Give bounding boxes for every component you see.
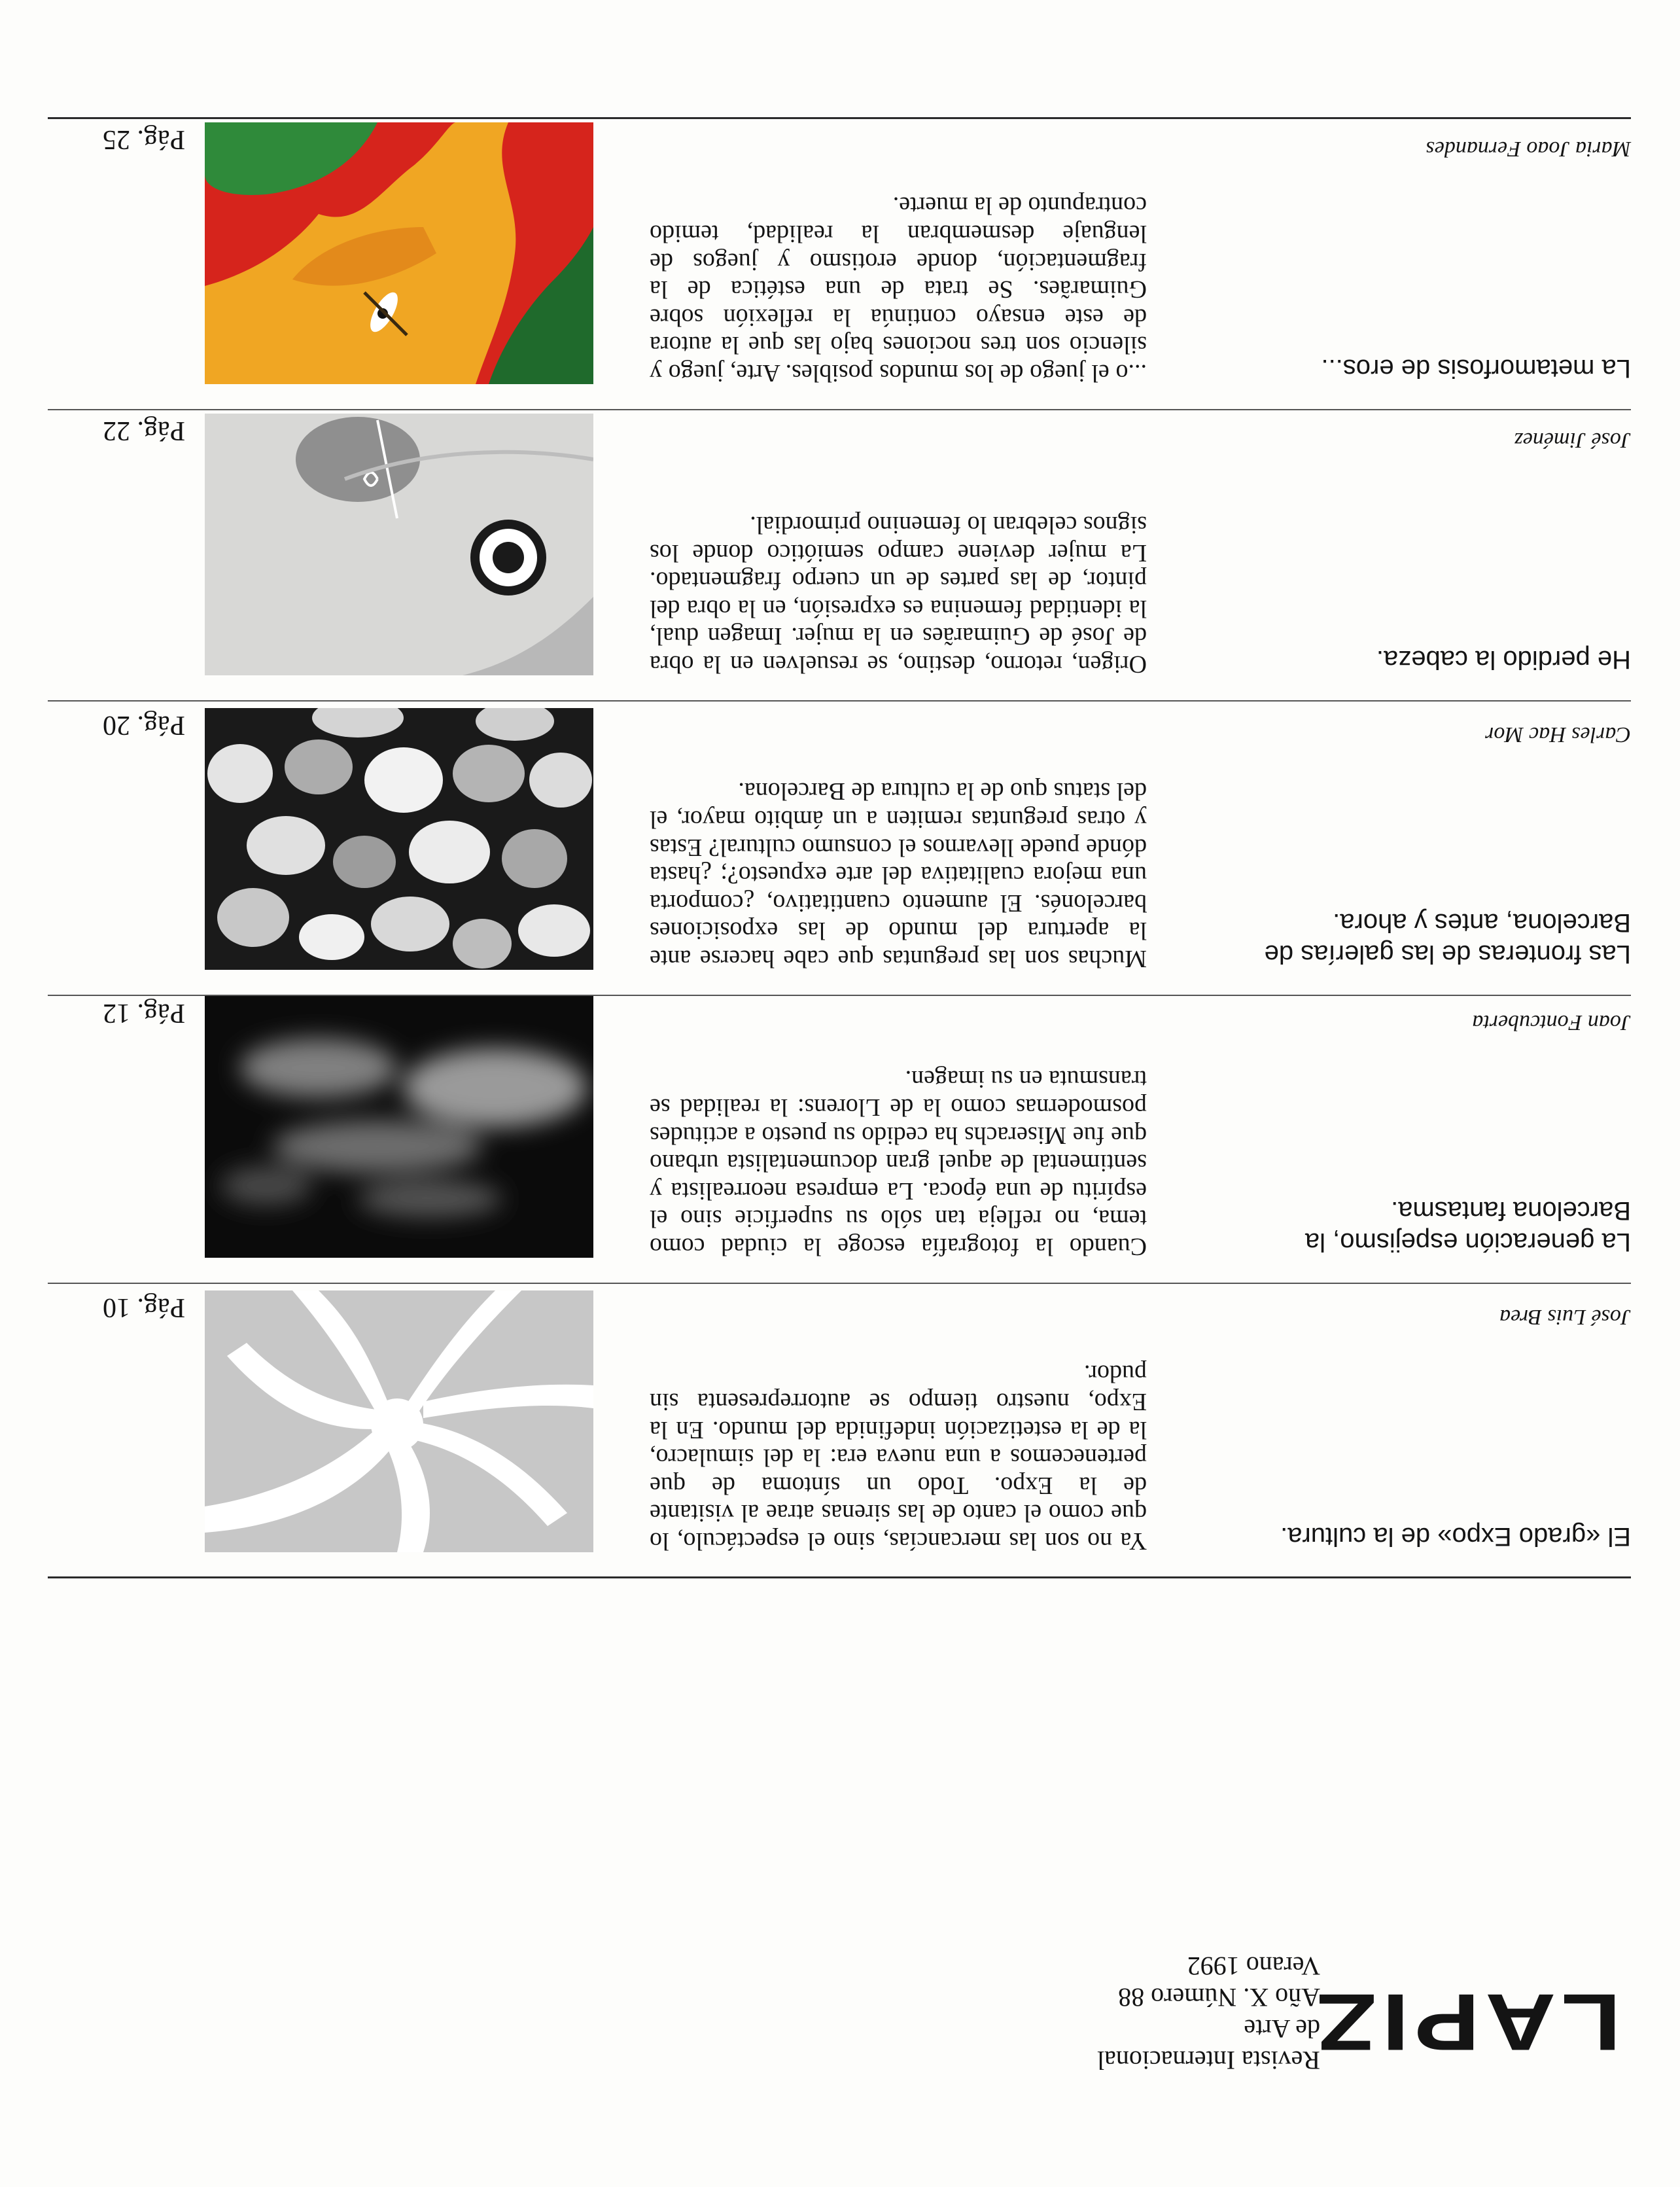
issue-line-3: Año X. Número 88 [1118,1983,1320,2012]
article-title[interactable]: He perdido la cabeza. [1376,645,1631,674]
article-author: José Luis Brea [1499,1305,1631,1329]
article-image-splash [205,1290,593,1552]
issue-info [1097,1950,1320,2076]
contents-entry-3 [48,702,1631,996]
issue-line-2: de Arte [1244,2014,1320,2044]
article-summary: ...o el juego de los mundos posibles. Arte, juego y silencio son tres nociones bajo las que la autora de este ensayo continúa la reflexión sobre Guimarães. Se trata de una estética de la fragmentación, donde erotismo y juegos de lenguaje desmembran la realidad, temido contrapunto de la muerte. [650,192,1147,387]
page-number[interactable]: Pág. 22 [103,416,185,446]
article-image-crowd-photo [205,708,593,970]
contents-entry-5 [48,119,1631,410]
article-summary: Muchas son las preguntas que cabe hacerse ante la apertura del mundo de las exposiciones barcelonés. El aumento cuantitativo, ¿comporta una mejora cualitativa del arte expuesto?; ¿hasta dónde puede llevarnos el consumo cultural? Estas y otras preguntas remiten a un ámbito mayor, el del status quo de la cultura de Barcelona. [650,777,1147,972]
issue-line-4: Verano 1992 [1187,1951,1320,1981]
article-title[interactable]: La generación espejismo, la Barcelona fantasma. [1304,1196,1631,1256]
bottom-divider-rule [48,117,1631,119]
article-author: Joan Fontcuberta [1472,1010,1631,1035]
issue-line-1: Revista Internacional [1097,2046,1320,2075]
article-summary: Ya no son las mercancías, sino el espectáculo, lo que como el canto de las sirenas atrae al visitante de la Expo. Todo un síntoma de que pertenecemos a una nueva era: la del simulacro, la de la estetización indefinida del mundo. En la Expo, nuestro tiempo se autorrepresenta sin pudor. [650,1360,1147,1555]
article-title[interactable]: Las fronteras de las galerías de Barcelona, antes y ahora. [1264,908,1631,969]
divider-rule [48,1576,1631,1578]
divider-rule [48,1283,1631,1284]
article-image-painting-eye [205,414,593,675]
contents-entry-2 [48,996,1631,1284]
article-image-colour-painting [205,122,593,384]
article-author: José Jiménez [1514,428,1631,452]
divider-rule [48,995,1631,996]
magazine-logo: LAPIZ [1311,1977,1621,2068]
article-author: Maria Joao Fernandes [1426,137,1631,161]
contents-entry-1 [48,1284,1631,1578]
article-summary: Cuando la fotografía escoge la ciudad como tema, no refleja tan sólo su superficie sino el espíritu de una época. La empresa neorrealista y sentimental de aquel gran documentalista urbano que fue Miserachs ha cedido su puesto a actitudes posmodernas como la de Llorens: la realidad se transmuta en su imagen. [650,1065,1147,1260]
article-image-blurred-photo [205,996,593,1258]
article-title[interactable]: El «grado Expo» de la cultura. [1280,1522,1631,1551]
page-number[interactable]: Pág. 25 [103,124,185,154]
page-number[interactable]: Pág. 20 [103,710,185,740]
contents-entry-4 [48,410,1631,702]
page-number[interactable]: Pág. 12 [103,998,185,1028]
article-author: Carles Hac Mor [1485,722,1631,747]
article-title[interactable]: La metamorfosis de eros... [1321,354,1631,383]
article-summary: Origen, retorno, destino, se resuelven en la obra de José de Guimarães en la mujer. Imagen dual, la identidad femenina es expresión, en la obra del pintor, de las partes de un cuerpo fragmentado. La mujer deviene campo semiótico donde los signos celebran lo femenino primordial. [650,511,1147,678]
divider-rule [48,700,1631,702]
masthead [574,1879,1621,2076]
divider-rule [48,409,1631,410]
page-number[interactable]: Pág. 10 [103,1292,185,1323]
